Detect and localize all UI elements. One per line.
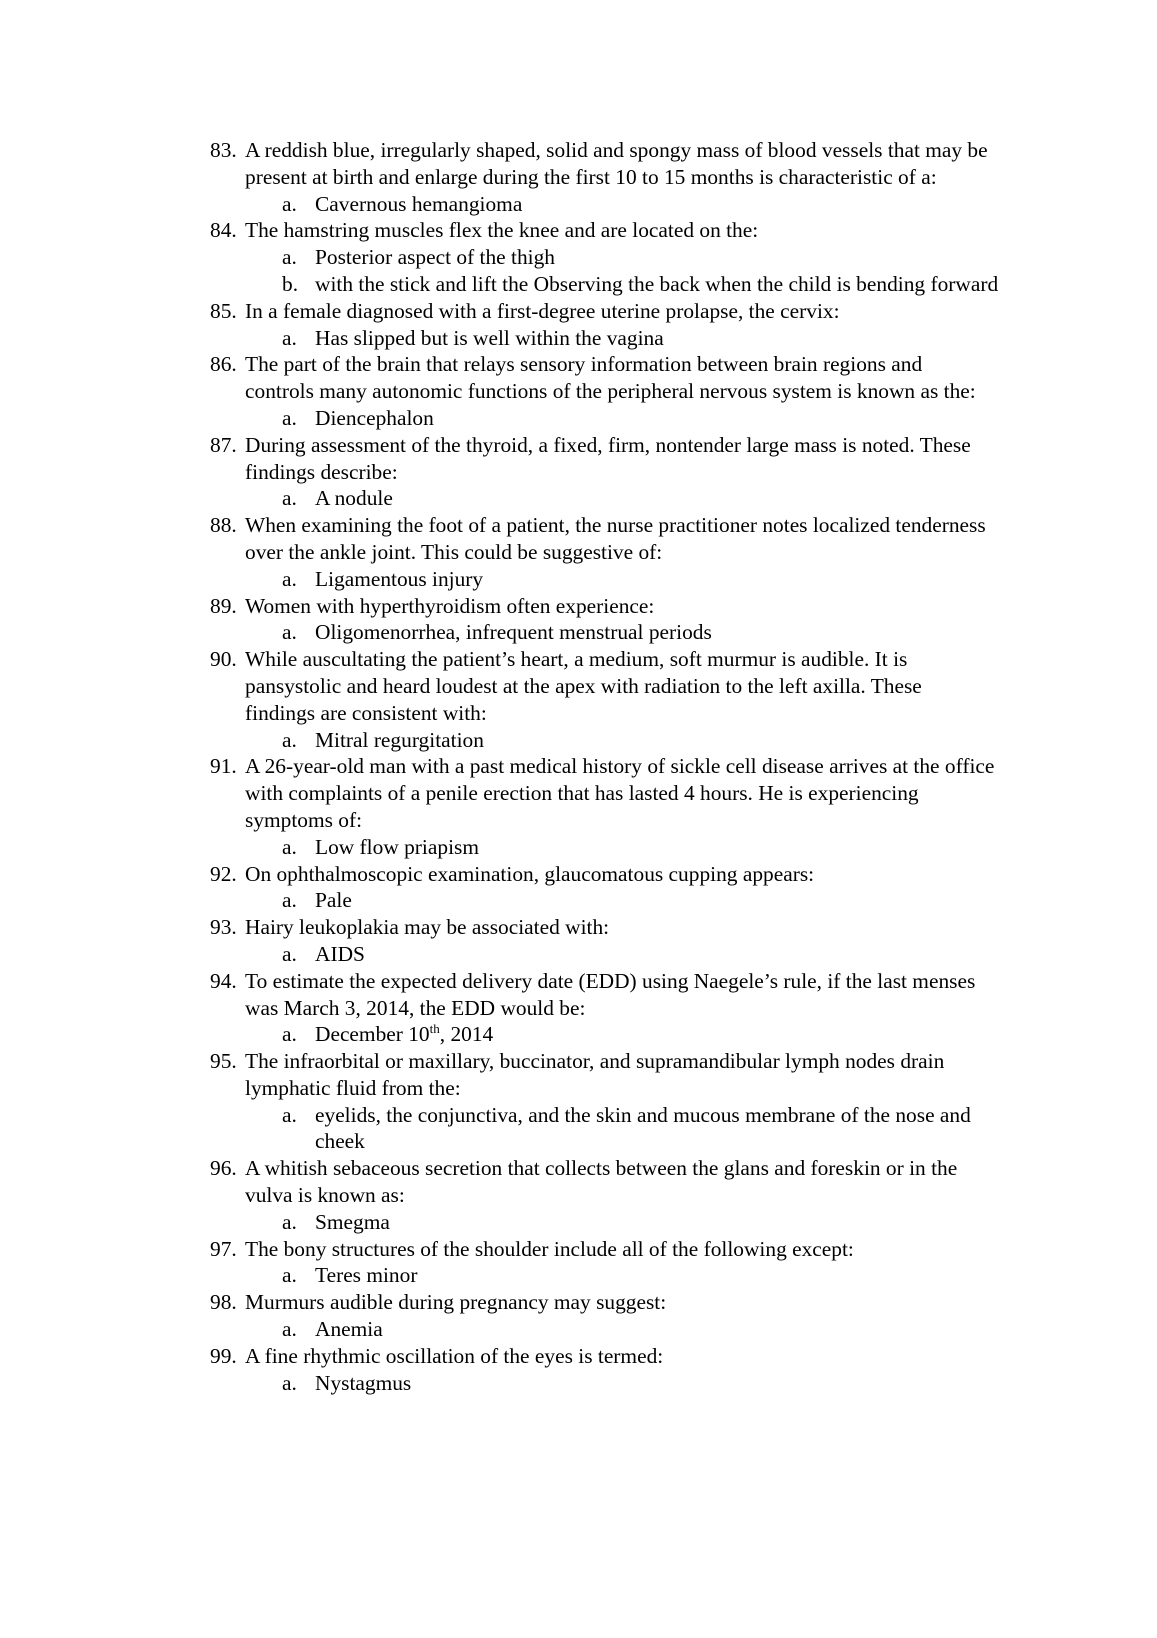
answer-letter: a. xyxy=(282,1022,297,1047)
question-93 xyxy=(0,914,995,941)
question-83 xyxy=(0,137,995,191)
question-text: A fine rhythmic oscillation of the eyes is termed: xyxy=(245,1343,664,1368)
question-text: On ophthalmoscopic examination, glaucomatous cupping appears: xyxy=(245,861,815,886)
answer-text: Ligamentous injury xyxy=(315,566,484,591)
answer-text: Anemia xyxy=(315,1317,383,1342)
answer-93a xyxy=(0,941,1000,968)
question-number: 90. xyxy=(210,647,237,672)
answer-text: eyelids, the conjunctiva, and the skin and mucous membrane of the nose and cheek xyxy=(315,1102,971,1154)
answer-letter: a. xyxy=(282,405,297,430)
question-85 xyxy=(0,298,995,325)
answer-94a xyxy=(0,1021,1000,1048)
answer-86a xyxy=(0,405,1000,432)
question-96 xyxy=(0,1155,995,1209)
answer-letter: a. xyxy=(282,1209,297,1234)
answer-letter: a. xyxy=(282,941,297,966)
question-number: 84. xyxy=(210,218,237,243)
answer-letter: a. xyxy=(282,727,297,752)
question-text: The infraorbital or maxillary, buccinator, and supramandibular lymph nodes drain lymphatic fluid from the: xyxy=(245,1049,945,1100)
question-text: The part of the brain that relays sensory information between brain regions and controls many autonomic functions of the peripheral nervous system is known as the: xyxy=(245,352,976,404)
question-99 xyxy=(0,1343,995,1370)
answer-84b xyxy=(0,271,1000,298)
answer-text: Smegma xyxy=(315,1209,390,1234)
question-number: 88. xyxy=(210,513,237,538)
question-86 xyxy=(0,351,995,405)
question-text: The bony structures of the shoulder include all of the following except: xyxy=(245,1236,854,1261)
question-92 xyxy=(0,861,995,888)
question-text: The hamstring muscles flex the knee and are located on the: xyxy=(245,218,759,243)
question-number: 87. xyxy=(210,432,237,457)
answer-96a xyxy=(0,1209,1000,1236)
question-text: A 26-year-old man with a past medical history of sickle cell disease arrives at the office with complaints of a penile erection that has lasted 4 hours. He is experiencing symptoms of: xyxy=(245,754,995,832)
answer-letter: a. xyxy=(282,620,297,645)
question-number: 83. xyxy=(210,138,237,162)
question-90 xyxy=(0,646,995,726)
answer-88a xyxy=(0,566,1000,593)
question-list xyxy=(0,137,1157,1396)
question-text: A reddish blue, irregularly shaped, solid and spongy mass of blood vessels that may be present at birth and enlarge during the first 10 to 15 months is characteristic of a: xyxy=(245,138,988,189)
question-text: While auscultating the patient’s heart, a medium, soft murmur is audible. It is pansystolic and heard loudest at the apex with radiation to the left axilla. These findings are consistent with: xyxy=(245,647,922,725)
answer-97a xyxy=(0,1262,1000,1289)
answer-text: Posterior aspect of the thigh xyxy=(315,245,555,270)
question-number: 95. xyxy=(210,1049,237,1074)
question-text: To estimate the expected delivery date (EDD) using Naegele’s rule, if the last menses was March 3, 2014, the EDD would be: xyxy=(245,968,976,1020)
question-text: Women with hyperthyroidism often experience: xyxy=(245,593,655,618)
answer-95a xyxy=(0,1102,1000,1156)
question-87 xyxy=(0,432,995,486)
answer-letter: a. xyxy=(282,1102,297,1127)
answer-98a xyxy=(0,1316,1000,1343)
answer-letter: a. xyxy=(282,486,297,511)
answer-92a xyxy=(0,887,1000,914)
question-98 xyxy=(0,1289,995,1316)
question-84 xyxy=(0,217,995,244)
answer-letter: a. xyxy=(282,191,297,216)
question-number: 98. xyxy=(210,1290,237,1315)
question-number: 94. xyxy=(210,968,237,993)
answer-letter: a. xyxy=(282,1317,297,1342)
answer-text: with the stick and lift the Observing the back when the child is bending forward xyxy=(315,271,999,296)
answer-text: Diencephalon xyxy=(315,405,434,430)
answer-letter: a. xyxy=(282,245,297,270)
answer-text: Low flow priapism xyxy=(315,834,479,859)
answer-83a xyxy=(0,191,1000,218)
answer-letter: a. xyxy=(282,566,297,591)
question-text: A whitish sebaceous secretion that collects between the glans and foreskin or in the vulva is known as: xyxy=(245,1156,958,1208)
question-number: 99. xyxy=(210,1343,237,1368)
question-number: 93. xyxy=(210,915,237,940)
answer-letter: b. xyxy=(282,271,299,296)
question-97 xyxy=(0,1236,995,1263)
question-text: Hairy leukoplakia may be associated with: xyxy=(245,915,610,940)
question-text: When examining the foot of a patient, the nurse practitioner notes localized tenderness over the ankle joint. This could be suggestive of: xyxy=(245,513,986,564)
question-number: 96. xyxy=(210,1156,237,1181)
answer-letter: a. xyxy=(282,1263,297,1288)
answer-89a xyxy=(0,619,1000,646)
question-text: During assessment of the thyroid, a fixed, firm, nontender large mass is noted. These findings describe: xyxy=(245,432,971,484)
answer-letter: a. xyxy=(282,325,297,350)
answer-letter: a. xyxy=(282,834,297,859)
question-95 xyxy=(0,1048,995,1102)
answer-text: Mitral regurgitation xyxy=(315,727,484,752)
question-text: Murmurs audible during pregnancy may suggest: xyxy=(245,1290,667,1315)
answer-84a xyxy=(0,244,1000,271)
question-number: 97. xyxy=(210,1236,237,1261)
answer-text: Pale xyxy=(315,888,352,913)
question-89 xyxy=(0,593,995,620)
answer-letter: a. xyxy=(282,888,297,913)
answer-87a xyxy=(0,485,1000,512)
answer-text-suffix: , 2014 xyxy=(439,1022,494,1047)
ordinal-superscript: th xyxy=(429,1021,440,1037)
question-94 xyxy=(0,968,995,1022)
answer-text: Cavernous hemangioma xyxy=(315,191,523,216)
answer-text: AIDS xyxy=(315,941,365,966)
question-number: 91. xyxy=(210,754,237,779)
answer-text: Has slipped but is well within the vagina xyxy=(315,325,664,350)
answer-text: Teres minor xyxy=(315,1263,418,1288)
question-number: 89. xyxy=(210,593,237,618)
answer-90a xyxy=(0,727,1000,754)
answer-text: December 10 xyxy=(315,1022,430,1047)
answer-text: Nystagmus xyxy=(315,1370,412,1395)
answer-99a xyxy=(0,1370,1000,1397)
answer-85a xyxy=(0,325,1000,352)
question-number: 92. xyxy=(210,861,237,886)
answer-letter: a. xyxy=(282,1370,297,1395)
answer-text: A nodule xyxy=(315,486,393,511)
answer-text: Oligomenorrhea, infrequent menstrual periods xyxy=(315,620,712,645)
question-88 xyxy=(0,512,995,566)
question-number: 86. xyxy=(210,352,237,377)
answer-91a xyxy=(0,834,1000,861)
question-number: 85. xyxy=(210,298,237,323)
question-text: In a female diagnosed with a first-degree uterine prolapse, the cervix: xyxy=(245,298,840,323)
question-91 xyxy=(0,753,995,833)
